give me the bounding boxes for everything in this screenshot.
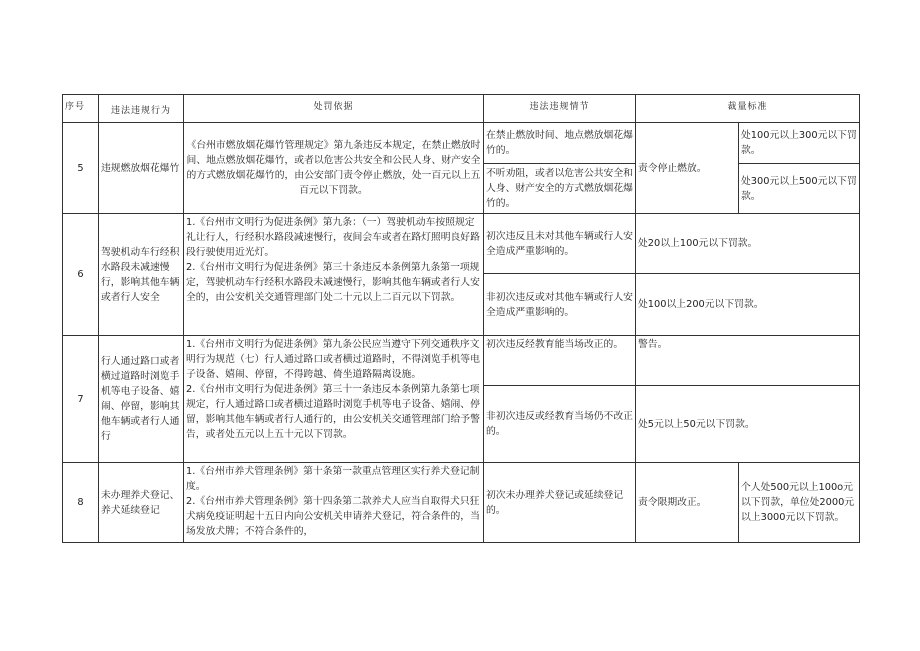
basis-clause: 1.《台州市文明行为促进条例》第九条公民应当遵守下列交通秩序文明行为规范（七）行人通过路口或者横过道路时，不得浏览手机等电子设备、嬉闹、停留，不得跨越、倚坐道路隔离设施。 [186,339,480,380]
row-circumstance: 非初次违反或对其他车辆或行人安全造成严重影响的。 [484,274,636,336]
table-row [63,463,860,543]
row-circumstance: 在禁止燃放时间、地点燃放烟花爆竹的。 [484,123,636,164]
row-standard: 处100以上200元以下罚款。 [636,274,860,336]
basis-clause: 2.《台州市文明行为促进条例》第三十一条违反本条例第九条第七项规定，行人通过路口或者横过道路时浏览手机等电子设备、嬉闹、停留，影响其他车辆或者行人通行的，由公安机关交通管理部门给予警告，或者处五元以上五十元以下罚款。 [186,384,480,440]
row-basis [184,336,484,463]
row-standard: 个人处500元以上100o元以下罚款，单位处2000元以上3000元以下罚款。 [739,463,860,543]
row-no: 7 [63,336,99,463]
row-violation: 违规燃放烟花爆竹 [99,123,184,214]
table-row [63,214,860,274]
penalty-table [62,94,860,543]
row-circumstance: 不听劝阻，或者以危害公共安全和人身、财产安全的方式燃放烟花爆竹的。 [484,164,636,214]
basis-clause: 2.《台州市养犬管理条例》第十四条第二款养犬人应当自取得犬只狂犬病免疫证明起十五日内向公安机关申请养犬登记，符合条件的，当场发放犬牌；不符合条件的， [186,496,480,537]
row-no: 6 [63,214,99,336]
basis-clause: 1.《台州市养犬管理条例》第十条第一款重点管理区实行养犬登记制度。 [186,466,480,492]
basis-clause: 1.《台州市文明行为促进条例》第九条：（一）驾驶机动车按照规定礼让行人，行经积水路段减速慢行，夜间会车或者在路灯照明良好路段行驶使用近光灯。 [186,217,480,258]
row-standard: 处5元以上50元以下罚款。 [636,386,860,463]
header-circumstance: 违法违规情节 [484,95,636,123]
table-header-row [63,95,860,123]
row-basis: 《台州市燃放烟花爆竹管理规定》第九条违反本规定，在禁止燃放时间、地点燃放烟花爆竹，或者以危害公共安全和公民人身、财产安全的方式燃放烟花爆竹的，由公安部门责令停止燃放，处一百元以上五百元以下罚款。 [184,123,484,214]
row-basis [184,214,484,336]
row-standard: 处300元以上500元以下罚款。 [739,164,860,214]
row-circumstance: 非初次违反或经教育当场仍不改正的。 [484,386,636,463]
row-order: 责令限期改正。 [636,463,739,543]
row-circumstance: 初次违反经教育能当场改正的。 [484,336,636,386]
row-basis [184,463,484,543]
row-circumstance: 初次未办理养犬登记或延续登记的。 [484,463,636,543]
row-no: 8 [63,463,99,543]
row-violation: 行人通过路口或者横过道路时浏览手机等电子设备、嬉闹、停留，影响其他车辆或者行人通行 [99,336,184,463]
row-circumstance: 初次违反且未对其他车辆或行人安全造成严重影响的。 [484,214,636,274]
table-row [63,123,860,164]
table-row [63,336,860,386]
header-no: 序号 [63,95,99,123]
row-violation: 驾驶机动车行经积水路段未减速慢行，影响其他车辆或者行人安全 [99,214,184,336]
basis-clause: 2.《台州市文明行为促进条例》第三十条违反本条例第九条第一项规定，驾驶机动车行经积水路段未减速慢行，影响其他车辆或者行人安全的，由公安机关交通管理部门处二十元以上二百元以下罚款。 [186,262,480,303]
row-standard: 处100元以上300元以下罚款。 [739,123,860,164]
header-violation: 违法违规行为 [99,95,184,123]
header-standard: 裁量标准 [636,95,860,123]
row-standard: 处20以上100元以下罚款。 [636,214,860,274]
row-no: 5 [63,123,99,214]
row-violation: 未办理养犬登记、养犬延续登记 [99,463,184,543]
header-basis: 处罚依据 [184,95,484,123]
row-standard: 警告。 [636,336,860,386]
row-order: 责令停止燃放。 [636,123,739,214]
